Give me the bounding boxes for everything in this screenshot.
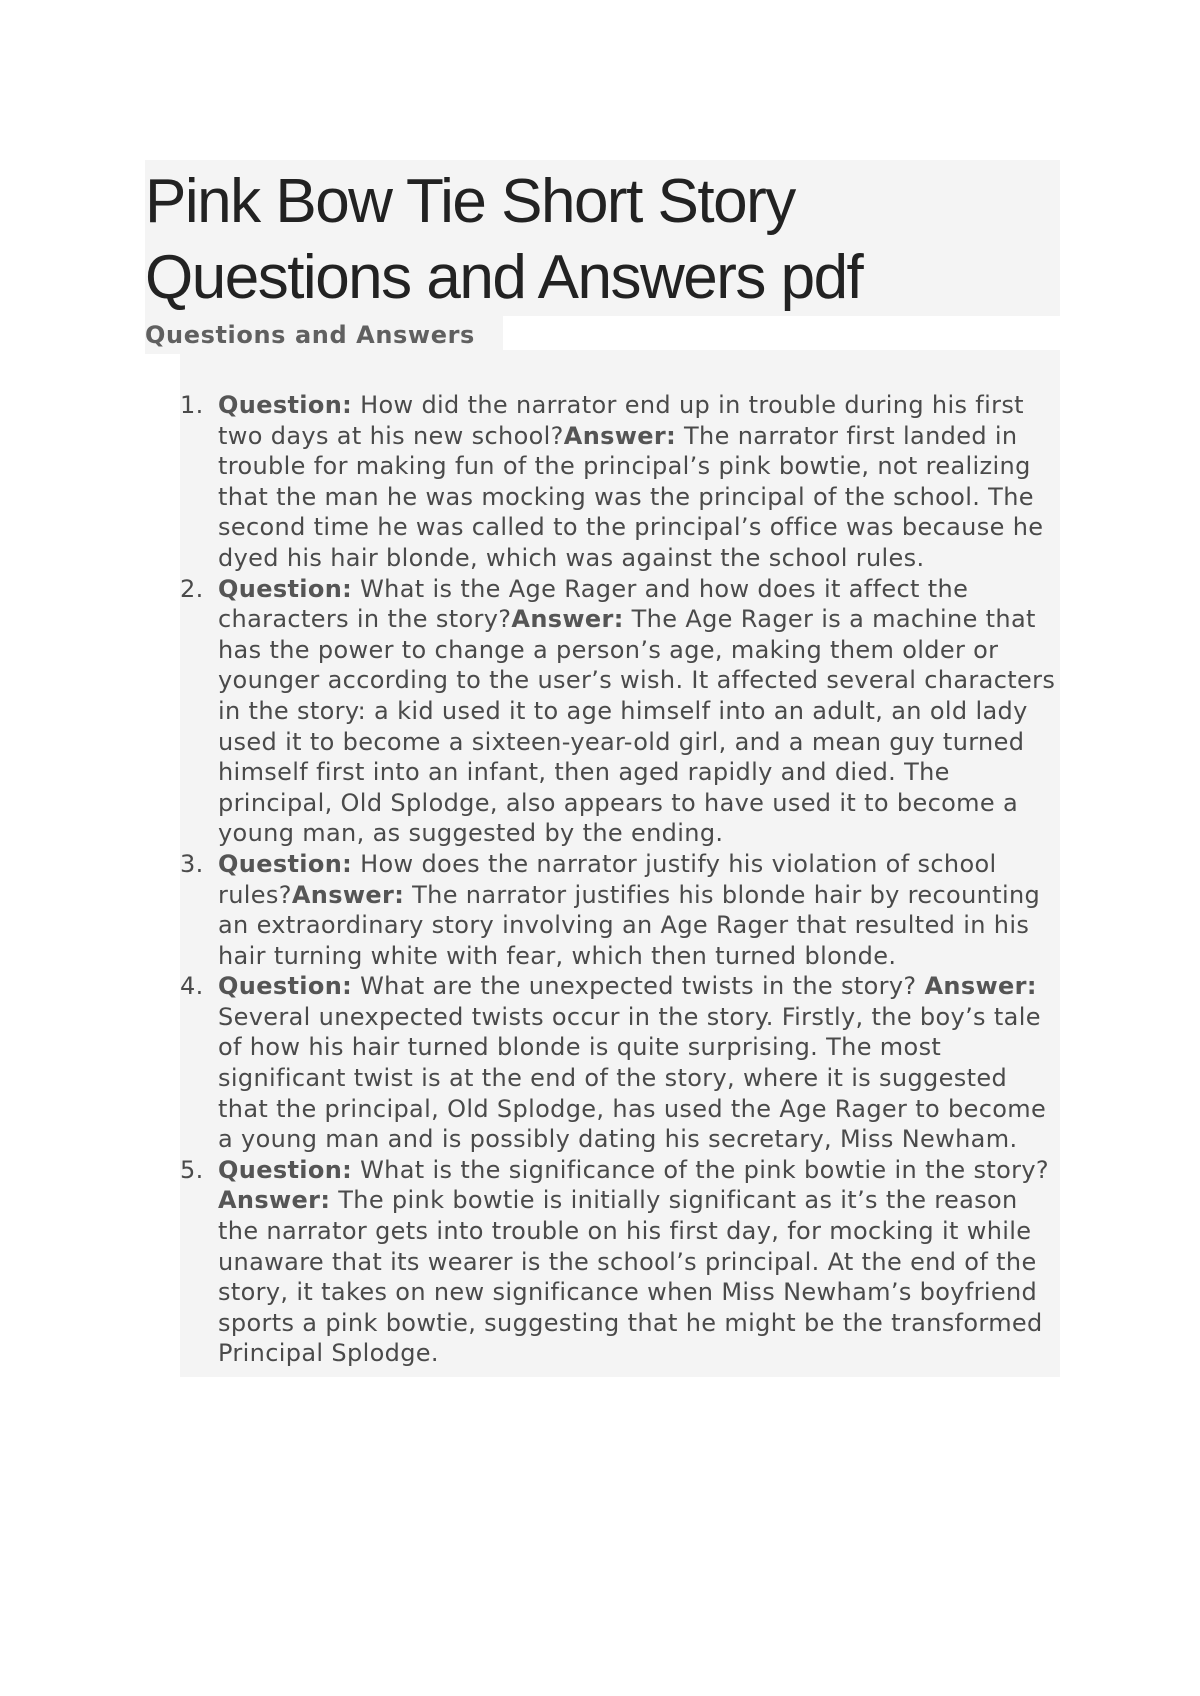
answer-text: The narrator first landed in trouble for making fun of the principal’s pink bowtie, not realizing that the man he was mocking was the principal of the school. The second time he was called to the principal’s office was because he dyed his hair blonde, which was against the school rules. [218, 421, 1044, 572]
question-label: Question: [218, 391, 353, 419]
section-heading: Questions and Answers [145, 316, 503, 354]
question-label: Question: [218, 849, 353, 878]
qa-item-2 [180, 574, 1060, 849]
answer-label: Answer: [218, 1186, 331, 1215]
answer-text: The Age Rager is a machine that has the power to change a person’s age, making them older or younger according to the user’s wish. It affected several characters in the story: a kid used it to age himself into an adult, an old lady used it to become a sixteen-year-old girl, and a mean guy turned himself first into an infant, then aged rapidly and died. The principal, Old Splodge, also appears to have used it to become a young man, as suggested by the ending. [218, 605, 1056, 848]
question-label: Question: [218, 574, 353, 603]
answer-label: Answer: [291, 880, 405, 909]
qa-item-4 [180, 971, 1060, 1155]
question-label: Question: [218, 972, 353, 1001]
question-text: What is the significance of the pink bowtie in the story? [360, 1155, 1049, 1184]
qa-number: 4. [180, 972, 204, 1001]
question-label: Question: [218, 1155, 353, 1184]
question-text: How does the narrator justify his violation of school rules? [218, 849, 997, 909]
qa-list [180, 390, 1060, 1369]
answer-label: Answer: [563, 421, 677, 450]
answer-label: Answer: [511, 605, 624, 634]
question-text: How did the narrator end up in trouble during his first two days at his new school? [218, 391, 1024, 450]
qa-item-3 [180, 849, 1060, 971]
answer-text: Several unexpected twists occur in the story. Firstly, the boy’s tale of how his hair turned blonde is quite surprising. The most significant twist is at the end of the story, where it is suggested that the principal, Old Splodge, has used the Age Rager to become a young man and is possibly dating his secretary, Miss Newham. [218, 1002, 1047, 1154]
answer-label: Answer: [924, 972, 1037, 1001]
document [145, 160, 1060, 1377]
qa-number: 5. [180, 1155, 204, 1184]
answer-text: The pink bowtie is initially significant as it’s the reason the narrator gets into trouble on his first day, for mocking it while unaware that its wearer is the school’s principal. At the end of the story, it takes on new significance when Miss Newham’s boyfriend sports a pink bowtie, suggesting that he might be the transformed Principal Splodge. [218, 1186, 1043, 1368]
question-text: What is the Age Rager and how does it affect the characters in the story? [218, 574, 969, 634]
qa-number: 2. [180, 574, 204, 603]
qa-item-5 [180, 1155, 1060, 1369]
page-title: Pink Bow Tie Short Story Questions and Answers pdf [145, 160, 1060, 316]
question-text: What are the unexpected twists in the story? [360, 972, 917, 1001]
answer-text: The narrator justifies his blonde hair by recounting an extraordinary story involving an Age Rager that resulted in his hair turning white with fear, which then turned blonde. [218, 880, 1041, 970]
qa-item-1 [180, 390, 1060, 574]
qa-number: 1. [180, 391, 204, 419]
qa-panel [180, 350, 1060, 1377]
qa-number: 3. [180, 849, 204, 878]
